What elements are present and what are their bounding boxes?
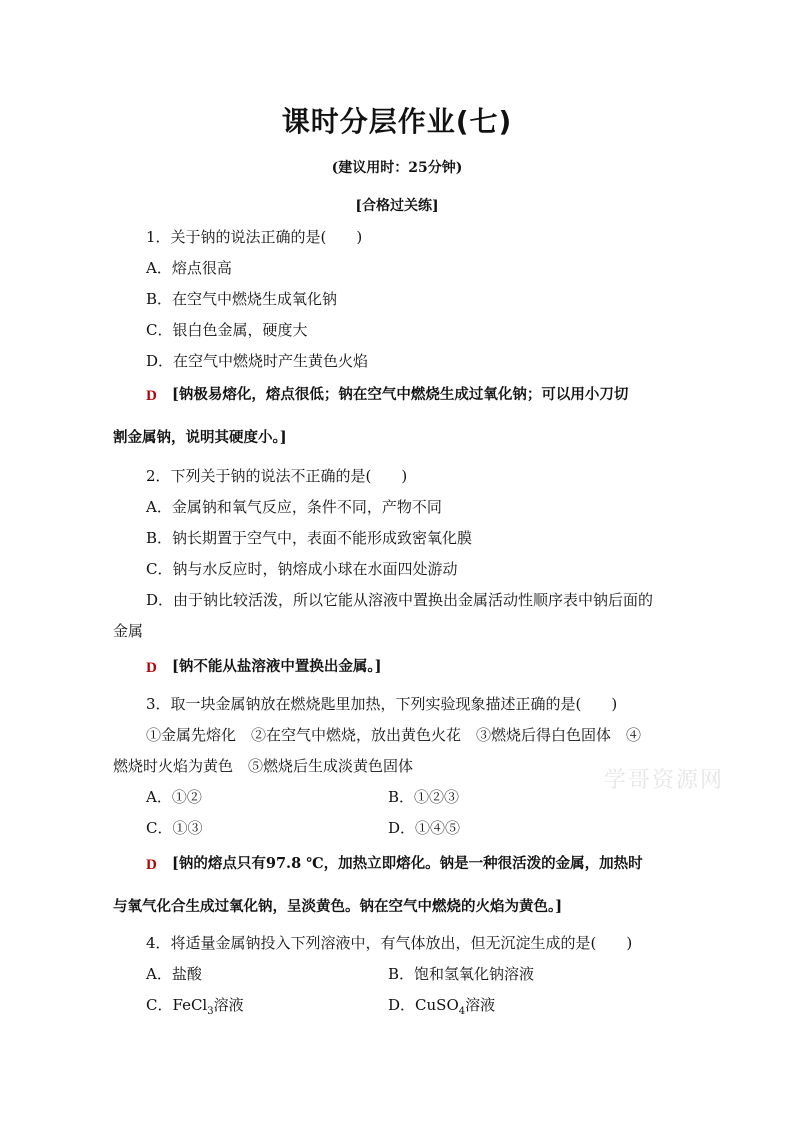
page-title: 课时分层作业(七): [281, 105, 513, 138]
q3-option-a: A．①②: [146, 788, 202, 806]
q1-stem: 1．关于钠的说法正确的是( ): [146, 228, 363, 246]
q2-option-d-line2: 金属: [113, 622, 144, 640]
q1-explanation-line2: 割金属钠，说明其硬度小。]: [113, 429, 287, 446]
q2-option-d-line1: D．由于钠比较活泼，所以它能从溶液中置换出金属活动性顺序表中钠后面的: [146, 591, 654, 609]
q4-option-a: A．盐酸: [146, 965, 202, 983]
q4-stem: 4．将适量金属钠投入下列溶液中，有气体放出，但无沉淀生成的是( ): [146, 934, 633, 952]
q3-option-b: B．①②③: [388, 788, 460, 806]
q3-explanation-line2: 与氧气化合生成过氧化钠，呈淡黄色。钠在空气中燃烧的火焰为黄色。]: [113, 898, 563, 915]
q4-option-d-prefix: D．CuSO: [388, 996, 459, 1014]
q3-explanation-line1: [钠的熔点只有97.8 ℃，加热立即熔化。钠是一种很活泼的金属，加热时: [172, 855, 643, 872]
q4-option-c-suffix: 溶液: [213, 996, 244, 1014]
q3-items-line1: ①金属先熔化 ②在空气中燃烧，放出黄色火花 ③燃烧后得白色固体 ④: [146, 726, 642, 744]
q2-stem: 2．下列关于钠的说法不正确的是( ): [146, 467, 408, 485]
q4-option-d: [388, 995, 495, 1015]
section-heading: [合格过关练]: [355, 198, 439, 214]
q2-explanation: [钠不能从盐溶液中置换出金属。]: [172, 658, 382, 675]
time-note: (建议用时：25分钟): [331, 160, 463, 176]
q3-option-d: D．①④⑤: [388, 819, 461, 837]
q3-answer: D: [146, 857, 157, 873]
q1-option-a: A．熔点很高: [146, 259, 232, 277]
q2-option-b: B．钠长期置于空气中，表面不能形成致密氧化膜: [146, 529, 473, 547]
q2-answer: D: [146, 660, 157, 676]
q4-option-c-subscript: 3: [207, 1006, 214, 1017]
q3-option-c: C．①③: [146, 819, 203, 837]
q4-option-c: [146, 995, 244, 1015]
q3-items-line2: 燃烧时火焰为黄色 ⑤燃烧后生成淡黄色固体: [113, 757, 414, 775]
q1-option-c: C．银白色金属，硬度大: [146, 321, 308, 339]
q2-option-a: A．金属钠和氧气反应，条件不同，产物不同: [146, 498, 442, 516]
q1-option-b: B．在空气中燃烧生成氧化钠: [146, 290, 338, 308]
q2-option-c: C．钠与水反应时，钠熔成小球在水面四处游动: [146, 560, 458, 578]
q4-option-d-subscript: 4: [458, 1006, 466, 1017]
q4-option-d-suffix: 溶液: [465, 996, 496, 1014]
q1-option-d: D．在空气中燃烧时产生黄色火焰: [146, 352, 369, 370]
q4-option-b: B．饱和氢氧化钠溶液: [388, 965, 535, 983]
q1-answer: D: [146, 388, 157, 404]
q3-stem: 3．取一块金属钠放在燃烧匙里加热，下列实验现象描述正确的是( ): [146, 695, 618, 713]
watermark: 学哥资源网: [604, 768, 725, 793]
q4-option-c-prefix: C．FeCl: [146, 996, 208, 1014]
q1-explanation-line1: [钠极易熔化，熔点很低；钠在空气中燃烧生成过氧化钠；可以用小刀切: [172, 386, 629, 403]
